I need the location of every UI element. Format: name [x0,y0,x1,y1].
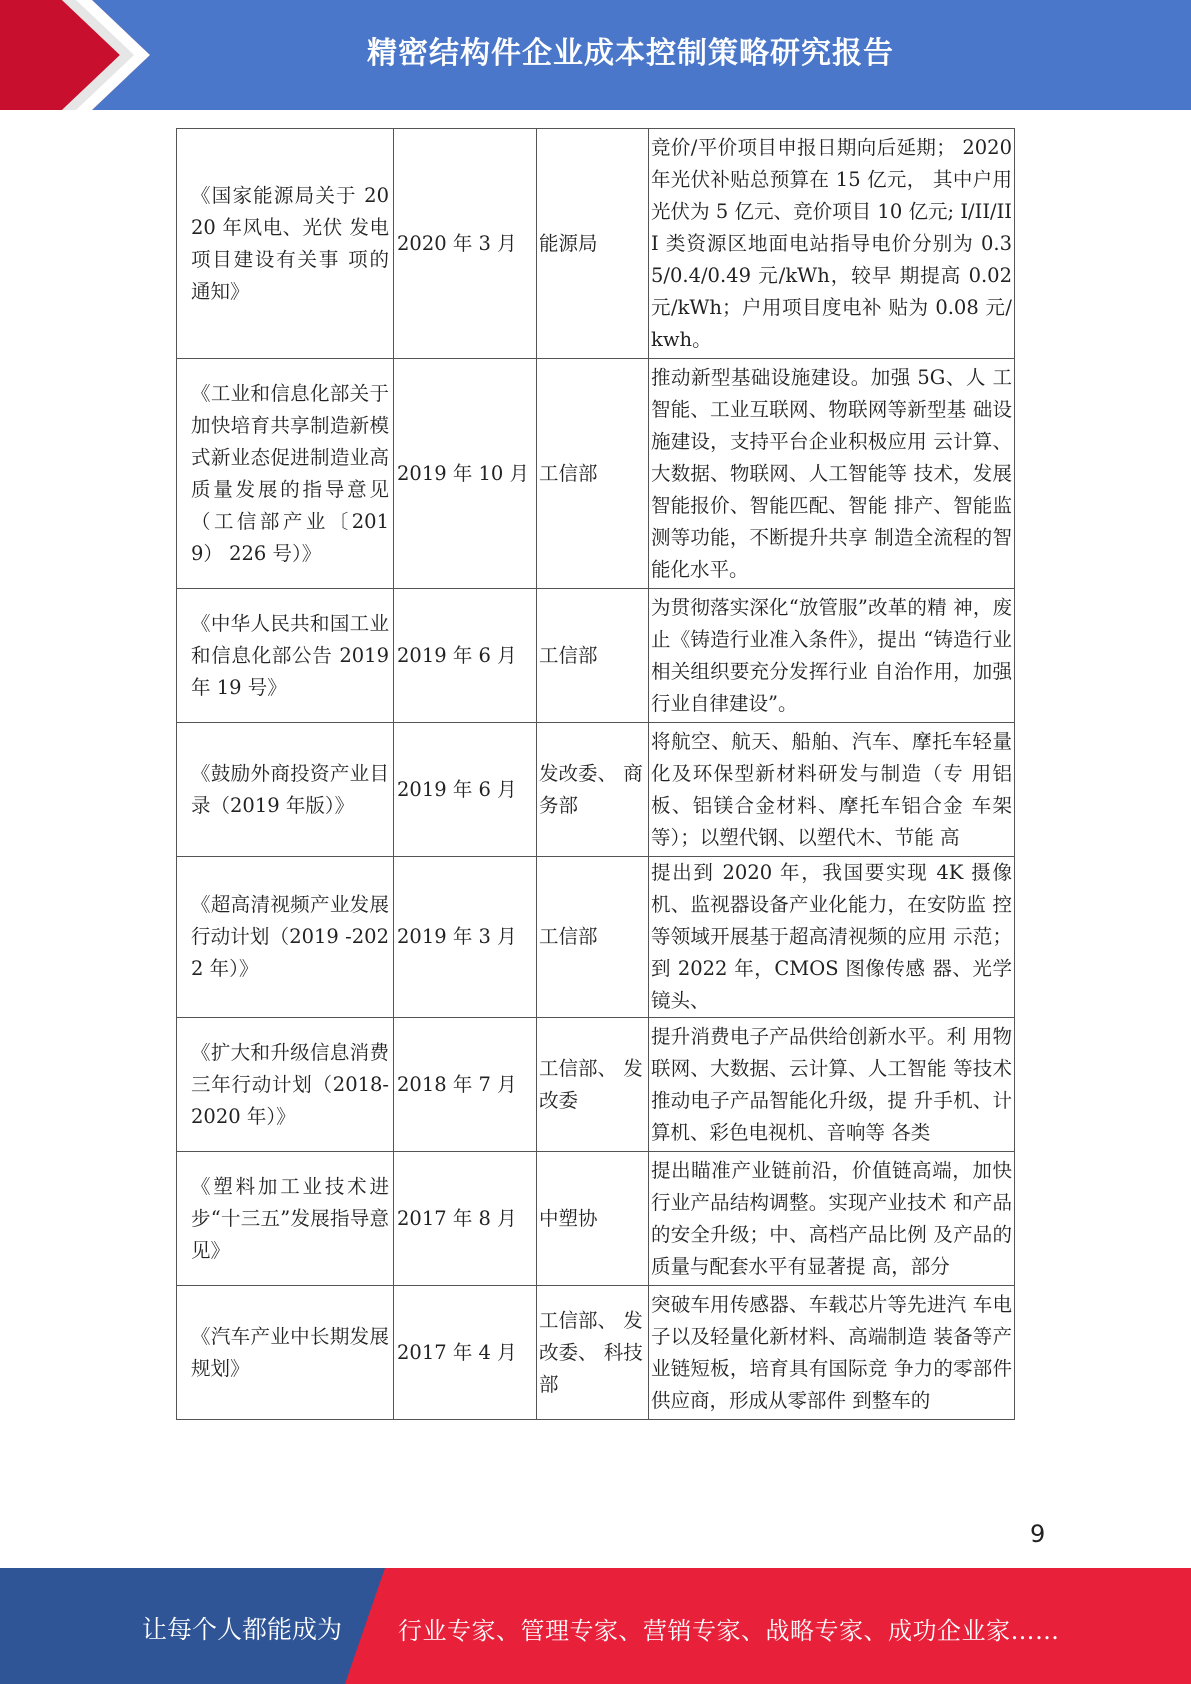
policy-name-cell: 《工业和信息化部关于加快培育共享制造新模式新业态促进制造业高质量发展的指导意见（工信部产业〔2019） 226 号）》 [177,359,394,589]
policy-name-cell: 《鼓励外商投资产业目录（2019 年版）》 [177,723,394,857]
policy-name-cell: 《超高清视频产业发展行动计划（2019 -2022 年）》 [177,857,394,1018]
policy-date-cell: 2020 年 3 月 [394,129,537,359]
table-row [177,857,1015,1018]
policy-content-cell: 竞价/平价项目申报日期向后延期； 2020 年光伏补贴总预算在 15 亿元， 其中户用光伏为 5 亿元、竞价项目 10 亿元; I/II/III 类资源区地面电站指导电价分别为 0.35/0.4/0.49 元/kWh，较早 期提高 0.02 元/kWh；户用项目度电补 贴为 0.08 元/kwh。 [649,129,1015,359]
policy-name-cell: 《国家能源局关于 2020 年风电、光伏 发电项目建设有关事 项的通知》 [177,129,394,359]
table-row [177,129,1015,359]
policy-date-cell: 2018 年 7 月 [394,1018,537,1152]
policy-date-cell: 2019 年 10 月 [394,359,537,589]
policy-dept-cell: 工信部、 发改委 [537,1018,649,1152]
policy-dept-cell: 中塑协 [537,1152,649,1286]
policy-dept-cell: 工信部 [537,589,649,723]
report-title: 精密结构件企业成本控制策略研究报告 [367,36,894,71]
policy-date-cell: 2019 年 3 月 [394,857,537,1018]
table-row [177,359,1015,589]
policy-content-cell: 突破车用传感器、车载芯片等先进汽 车电子以及轻量化新材料、高端制造 装备等产业链短板，培育具有国际竞 争力的零部件供应商，形成从零部件 到整车的 [649,1286,1015,1420]
policy-name-cell: 《扩大和升级信息消费三年行动计划（2018-2020 年）》 [177,1018,394,1152]
policy-date-cell: 2019 年 6 月 [394,589,537,723]
policy-dept-cell: 工信部、 发改委、 科技部 [537,1286,649,1420]
policy-content-cell: 提出瞄准产业链前沿，价值链高端，加快行业产品结构调整。实现产业技术 和产品的安全升级；中、高档产品比例 及产品的质量与配套水平有显著提 高，部分 [649,1152,1015,1286]
policy-dept-cell: 能源局 [537,129,649,359]
policy-content-cell: 将航空、航天、船舶、汽车、摩托车轻量化及环保型新材料研发与制造（专 用铝板、铝镁合金材料、摩托车铝合金 车架等）；以塑代钢、以塑代木、节能 高 [649,723,1015,857]
policy-name-cell: 《中华人民共和国工业和信息化部公告 2019 年 19 号》 [177,589,394,723]
page-footer [0,1568,1191,1684]
table-row [177,723,1015,857]
policy-name-cell: 《塑料加工业技术进步“十三五”发展指导意见》 [177,1152,394,1286]
policy-date-cell: 2019 年 6 月 [394,723,537,857]
policy-name-cell: 《汽车产业中长期发展规划》 [177,1286,394,1420]
policy-dept-cell: 工信部 [537,857,649,1018]
page-header [0,0,1191,110]
table-row [177,1152,1015,1286]
table-row [177,589,1015,723]
policy-dept-cell: 发改委、 商务部 [537,723,649,857]
policy-date-cell: 2017 年 8 月 [394,1152,537,1286]
footer-slogan-right: 行业专家、管理专家、营销专家、战略专家、成功企业家…… [398,1617,1060,1645]
page-number: 9 [1030,1520,1046,1548]
policy-table [176,128,1015,1420]
policy-content-cell: 推动新型基础设施建设。加强 5G、人 工智能、工业互联网、物联网等新型基 础设施建设，支持平台企业积极应用 云计算、大数据、物联网、人工智能等 技术，发展智能报价、智能匹配、智能 排产、智能监测等功能，不断提升共享 制造全流程的智能化水平。 [649,359,1015,589]
policy-dept-cell: 工信部 [537,359,649,589]
policy-date-cell: 2017 年 4 月 [394,1286,537,1420]
policy-content-cell: 为贯彻落实深化“放管服”改革的精 神，废止《铸造行业准入条件》，提出 “铸造行业相关组织要充分发挥行业 自治作用，加强行业自律建设”。 [649,589,1015,723]
footer-slogan-left: 让每个人都能成为 [142,1615,343,1644]
table-row [177,1018,1015,1152]
policy-content-cell: 提升消费电子产品供给创新水平。利 用物联网、大数据、云计算、人工智能 等技术推动电子产品智能化升级，提 升手机、计算机、彩色电视机、音响等 各类 [649,1018,1015,1152]
policy-content-cell: 提出到 2020 年，我国要实现 4K 摄像 机、监视器设备产业化能力，在安防监 控等领域开展基于超高清视频的应用 示范；到 2022 年，CMOS 图像传感 器、光学镜头、 [649,857,1015,1018]
table-row [177,1286,1015,1420]
